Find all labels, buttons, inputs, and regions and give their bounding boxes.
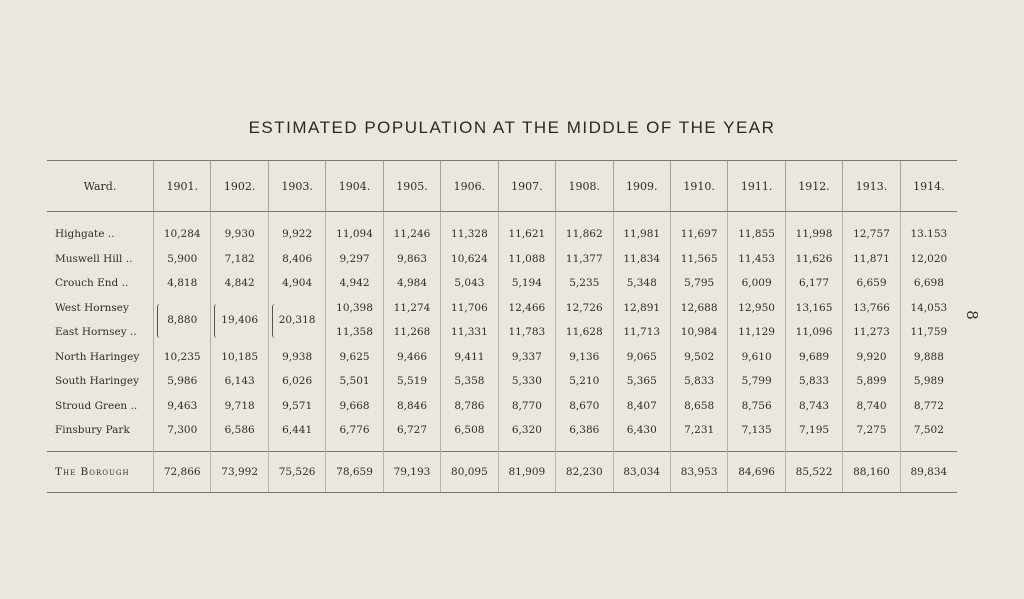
population-cell: 11,088 bbox=[498, 247, 555, 272]
population-cell: 7,135 bbox=[728, 418, 785, 451]
population-cell: 9,930 bbox=[211, 212, 268, 247]
combined-value: 19,406 bbox=[221, 314, 259, 326]
population-cell: 5,194 bbox=[498, 271, 555, 296]
population-cell: 13.153 bbox=[900, 212, 957, 247]
population-cell: 11,855 bbox=[728, 212, 785, 247]
population-cell: 9,689 bbox=[785, 345, 842, 370]
population-cell: 9,938 bbox=[268, 345, 325, 370]
population-cell: 7,275 bbox=[843, 418, 900, 451]
population-cell: 9,863 bbox=[383, 247, 440, 272]
population-cell: 9,571 bbox=[268, 394, 325, 419]
total-cell: 73,992 bbox=[211, 451, 268, 492]
population-cell: 9,502 bbox=[670, 345, 727, 370]
ward-name: Highgate .. bbox=[55, 228, 115, 241]
population-cell: 6,143 bbox=[211, 369, 268, 394]
population-cell: 11,834 bbox=[613, 247, 670, 272]
ward-name: West Hornsey bbox=[55, 301, 129, 314]
year-header: 1914. bbox=[900, 161, 957, 212]
population-cell: 11,759 bbox=[900, 320, 957, 345]
population-cell: 12,020 bbox=[900, 247, 957, 272]
population-cell: 10,624 bbox=[441, 247, 498, 272]
combined-population-cell bbox=[154, 296, 211, 345]
population-cell: 5,330 bbox=[498, 369, 555, 394]
table-row-north-haringey bbox=[47, 345, 957, 370]
total-cell: 88,160 bbox=[843, 451, 900, 492]
table-row-south-haringey bbox=[47, 369, 957, 394]
population-cell: 9,337 bbox=[498, 345, 555, 370]
population-cell: 11,377 bbox=[556, 247, 613, 272]
total-cell: 81,909 bbox=[498, 451, 555, 492]
population-cell: 4,842 bbox=[211, 271, 268, 296]
population-cell: 11,628 bbox=[556, 320, 613, 345]
population-cell: 12,950 bbox=[728, 296, 785, 321]
population-cell: 10,235 bbox=[154, 345, 211, 370]
population-cell: 6,009 bbox=[728, 271, 785, 296]
brace-mark bbox=[214, 304, 221, 338]
population-cell: 5,900 bbox=[154, 247, 211, 272]
population-cell: 11,706 bbox=[441, 296, 498, 321]
population-cell: 4,818 bbox=[154, 271, 211, 296]
population-cell: 8,772 bbox=[900, 394, 957, 419]
population-cell: 8,743 bbox=[785, 394, 842, 419]
table-row-borough-total bbox=[47, 451, 957, 492]
population-cell: 8,756 bbox=[728, 394, 785, 419]
ward-name: South Haringey bbox=[55, 375, 140, 388]
year-header: 1904. bbox=[326, 161, 383, 212]
page-title: ESTIMATED POPULATION AT THE MIDDLE OF THE YEAR bbox=[248, 118, 776, 137]
population-cell: 9,668 bbox=[326, 394, 383, 419]
total-cell: 75,526 bbox=[268, 451, 325, 492]
brace-mark bbox=[272, 304, 279, 338]
page-number: 8 bbox=[962, 310, 981, 320]
population-cell: 11,697 bbox=[670, 212, 727, 247]
year-header: 1910. bbox=[670, 161, 727, 212]
population-cell: 8,406 bbox=[268, 247, 325, 272]
population-cell: 10,984 bbox=[670, 320, 727, 345]
ward-name: Finsbury Park bbox=[55, 424, 130, 437]
population-cell: 6,386 bbox=[556, 418, 613, 451]
ward-name: Muswell Hill .. bbox=[55, 252, 133, 265]
population-cell: 8,846 bbox=[383, 394, 440, 419]
year-header: 1909. bbox=[613, 161, 670, 212]
header-row bbox=[47, 161, 957, 212]
population-cell: 12,726 bbox=[556, 296, 613, 321]
population-cell: 11,981 bbox=[613, 212, 670, 247]
year-header: 1913. bbox=[843, 161, 900, 212]
total-cell: 82,230 bbox=[556, 451, 613, 492]
population-cell: 8,786 bbox=[441, 394, 498, 419]
population-cell: 11,998 bbox=[785, 212, 842, 247]
total-cell: 83,034 bbox=[613, 451, 670, 492]
population-cell: 12,757 bbox=[843, 212, 900, 247]
population-cell: 10,398 bbox=[326, 296, 383, 321]
population-cell: 12,466 bbox=[498, 296, 555, 321]
population-cell: 9,065 bbox=[613, 345, 670, 370]
population-cell: 6,430 bbox=[613, 418, 670, 451]
table-row-west-hornsey bbox=[47, 296, 957, 321]
population-cell: 4,984 bbox=[383, 271, 440, 296]
population-cell: 7,195 bbox=[785, 418, 842, 451]
year-header: 1908. bbox=[556, 161, 613, 212]
population-cell: 11,274 bbox=[383, 296, 440, 321]
population-cell: 6,727 bbox=[383, 418, 440, 451]
population-cell: 6,177 bbox=[785, 271, 842, 296]
population-cell: 11,621 bbox=[498, 212, 555, 247]
population-cell: 9,610 bbox=[728, 345, 785, 370]
population-cell: 11,358 bbox=[326, 320, 383, 345]
population-cell: 12,891 bbox=[613, 296, 670, 321]
population-cell: 7,182 bbox=[211, 247, 268, 272]
population-cell: 5,501 bbox=[326, 369, 383, 394]
total-cell: 85,522 bbox=[785, 451, 842, 492]
population-cell: 9,297 bbox=[326, 247, 383, 272]
population-cell: 5,235 bbox=[556, 271, 613, 296]
population-cell: 6,026 bbox=[268, 369, 325, 394]
brace-mark bbox=[157, 304, 164, 338]
population-cell: 6,441 bbox=[268, 418, 325, 451]
population-cell: 11,273 bbox=[843, 320, 900, 345]
population-cell: 5,358 bbox=[441, 369, 498, 394]
combined-population-cell bbox=[211, 296, 268, 345]
population-cell: 5,799 bbox=[728, 369, 785, 394]
population-cell: 6,586 bbox=[211, 418, 268, 451]
population-cell: 9,136 bbox=[556, 345, 613, 370]
population-cell: 8,740 bbox=[843, 394, 900, 419]
year-header: 1902. bbox=[211, 161, 268, 212]
population-cell: 11,862 bbox=[556, 212, 613, 247]
ward-name: East Hornsey .. bbox=[55, 326, 137, 339]
population-cell: 8,658 bbox=[670, 394, 727, 419]
population-cell: 14,053 bbox=[900, 296, 957, 321]
population-cell: 13,766 bbox=[843, 296, 900, 321]
population-cell: 11,565 bbox=[670, 247, 727, 272]
population-cell: 5,210 bbox=[556, 369, 613, 394]
total-cell: 72,866 bbox=[154, 451, 211, 492]
population-cell: 11,094 bbox=[326, 212, 383, 247]
population-cell: 10,185 bbox=[211, 345, 268, 370]
population-cell: 11,871 bbox=[843, 247, 900, 272]
population-cell: 13,165 bbox=[785, 296, 842, 321]
year-header: 1911. bbox=[728, 161, 785, 212]
year-header: 1906. bbox=[441, 161, 498, 212]
population-cell: 4,942 bbox=[326, 271, 383, 296]
total-cell: 84,696 bbox=[728, 451, 785, 492]
ward-header: Ward. bbox=[47, 161, 154, 212]
population-cell: 8,407 bbox=[613, 394, 670, 419]
population-cell: 5,795 bbox=[670, 271, 727, 296]
population-cell: 9,888 bbox=[900, 345, 957, 370]
population-cell: 7,300 bbox=[154, 418, 211, 451]
ward-name: North Haringey bbox=[55, 350, 140, 363]
total-cell: 78,659 bbox=[326, 451, 383, 492]
population-cell: 9,718 bbox=[211, 394, 268, 419]
population-cell: 11,331 bbox=[441, 320, 498, 345]
population-cell: 9,411 bbox=[441, 345, 498, 370]
population-cell: 9,625 bbox=[326, 345, 383, 370]
population-cell: 5,833 bbox=[785, 369, 842, 394]
population-cell: 12,688 bbox=[670, 296, 727, 321]
population-cell: 7,502 bbox=[900, 418, 957, 451]
total-cell: 89,834 bbox=[900, 451, 957, 492]
total-cell: 83,953 bbox=[670, 451, 727, 492]
ward-name: Stroud Green .. bbox=[55, 399, 138, 412]
population-cell: 10,284 bbox=[154, 212, 211, 247]
population-cell: 9,922 bbox=[268, 212, 325, 247]
population-cell: 5,833 bbox=[670, 369, 727, 394]
table-row-crouch-end bbox=[47, 271, 957, 296]
population-cell: 11,626 bbox=[785, 247, 842, 272]
year-header: 1905. bbox=[383, 161, 440, 212]
population-cell: 11,246 bbox=[383, 212, 440, 247]
population-cell: 11,129 bbox=[728, 320, 785, 345]
population-cell: 5,348 bbox=[613, 271, 670, 296]
population-cell: 11,328 bbox=[441, 212, 498, 247]
total-cell: 79,193 bbox=[383, 451, 440, 492]
population-cell: 6,320 bbox=[498, 418, 555, 451]
population-cell: 11,783 bbox=[498, 320, 555, 345]
population-cell: 5,365 bbox=[613, 369, 670, 394]
year-header: 1907. bbox=[498, 161, 555, 212]
population-table bbox=[47, 160, 957, 493]
population-cell: 6,776 bbox=[326, 418, 383, 451]
table-row-finsbury-park bbox=[47, 418, 957, 451]
population-cell: 8,670 bbox=[556, 394, 613, 419]
ward-name: Crouch End .. bbox=[55, 277, 129, 290]
population-cell: 7,231 bbox=[670, 418, 727, 451]
population-cell: 5,899 bbox=[843, 369, 900, 394]
population-cell: 8,770 bbox=[498, 394, 555, 419]
total-label: The Borough bbox=[47, 451, 154, 492]
table-row-muswell-hill bbox=[47, 247, 957, 272]
total-cell: 80,095 bbox=[441, 451, 498, 492]
combined-value: 20,318 bbox=[278, 314, 316, 326]
population-cell: 11,268 bbox=[383, 320, 440, 345]
table-row-highgate bbox=[47, 212, 957, 247]
combined-value: 8,880 bbox=[167, 314, 198, 326]
population-cell: 5,989 bbox=[900, 369, 957, 394]
population-cell: 5,519 bbox=[383, 369, 440, 394]
population-cell: 5,043 bbox=[441, 271, 498, 296]
population-cell: 11,713 bbox=[613, 320, 670, 345]
population-cell: 5,986 bbox=[154, 369, 211, 394]
population-cell: 6,508 bbox=[441, 418, 498, 451]
table-row-stroud-green bbox=[47, 394, 957, 419]
population-cell: 6,698 bbox=[900, 271, 957, 296]
population-cell: 9,466 bbox=[383, 345, 440, 370]
population-cell: 6,659 bbox=[843, 271, 900, 296]
population-cell: 11,453 bbox=[728, 247, 785, 272]
population-cell: 9,920 bbox=[843, 345, 900, 370]
population-cell: 11,096 bbox=[785, 320, 842, 345]
population-cell: 4,904 bbox=[268, 271, 325, 296]
year-header: 1903. bbox=[268, 161, 325, 212]
population-cell: 9,463 bbox=[154, 394, 211, 419]
year-header: 1912. bbox=[785, 161, 842, 212]
combined-population-cell bbox=[268, 296, 325, 345]
year-header: 1901. bbox=[154, 161, 211, 212]
